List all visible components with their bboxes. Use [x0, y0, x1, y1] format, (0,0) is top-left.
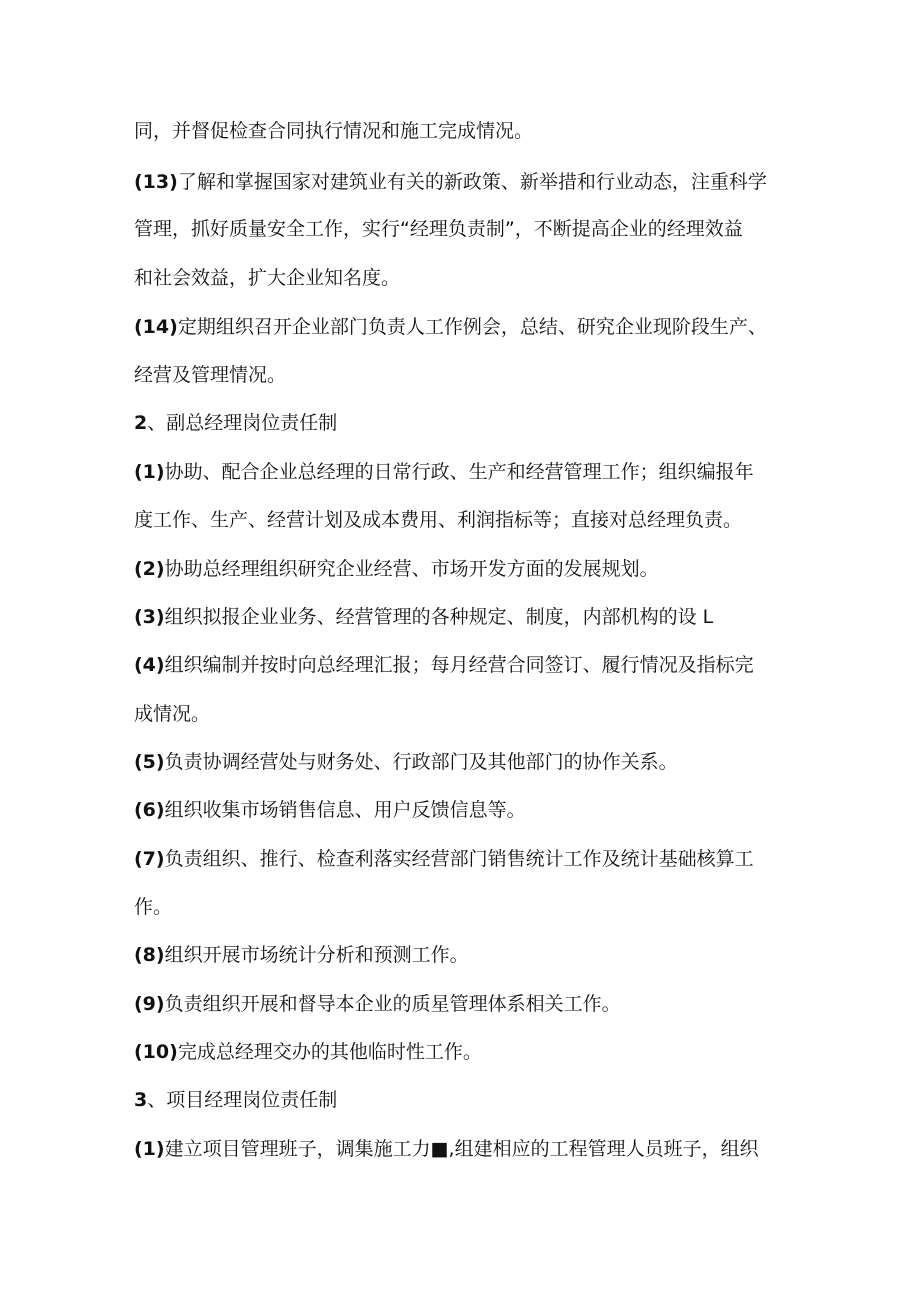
text-line: (10)完成总经理交办的其他临时性工作。 — [134, 1041, 482, 1063]
text-line: (1)协助、配合企业总经理的日常行政、生产和经营管理工作；组织编报年 — [134, 461, 754, 483]
text-line: 和社会效益，扩大企业知名度。 — [134, 267, 401, 289]
text-line: (4)组织编制并按时向总经理汇报；每月经营合同签订、履行情况及指标完 — [134, 654, 754, 676]
text-line: (1)建立项目管理班子，调集施工力■,组建相应的工程管理人员班子，组织 — [134, 1138, 759, 1160]
section-heading: 3、项目经理岗位责任制 — [134, 1089, 338, 1111]
text-line: (6)组织收集市场销售信息、用户反馈信息等。 — [134, 799, 526, 821]
section-heading: 2、副总经理岗位责任制 — [134, 412, 338, 434]
text-line: (8)组织开展市场统计分析和预测工作。 — [134, 944, 469, 966]
text-line: 管理，抓好质量安全工作，实行“经理负责制”，不断提高企业的经理效益 — [134, 218, 743, 240]
text-line: 度工作、生产、经营计划及成本费用、利润指标等；直接对总经理负责。 — [134, 509, 743, 531]
text-line: 经营及管理情况。 — [134, 364, 287, 386]
text-line: 同，并督促检查合同执行情况和施工完成情况。 — [134, 120, 534, 142]
text-line: (2)协助总经理组织研究企业经营、市场开发方面的发展规划。 — [134, 558, 659, 580]
text-line: (13)了解和掌握国家对建筑业有关的新政策、新举措和行业动态，注重科学 — [134, 171, 767, 193]
text-line: (3)组织拟报企业业务、经营管理的各种规定、制度，内部机构的设 L — [134, 606, 714, 628]
text-line: 作。 — [134, 896, 173, 918]
text-line: (14)定期组织召开企业部门负责人工作例会，总结、研究企业现阶段生产、 — [134, 316, 767, 338]
text-line: (9)负责组织开展和督导本企业的质星管理体系相关工作。 — [134, 993, 621, 1015]
text-line: 成情况。 — [134, 703, 211, 725]
text-line: (7)负责组织、推行、检查利落实经营部门销售统计工作及统计基础核算工 — [134, 848, 754, 870]
text-line: (5)负责协调经营处与财务处、行政部门及其他部门的协作关系。 — [134, 751, 678, 773]
